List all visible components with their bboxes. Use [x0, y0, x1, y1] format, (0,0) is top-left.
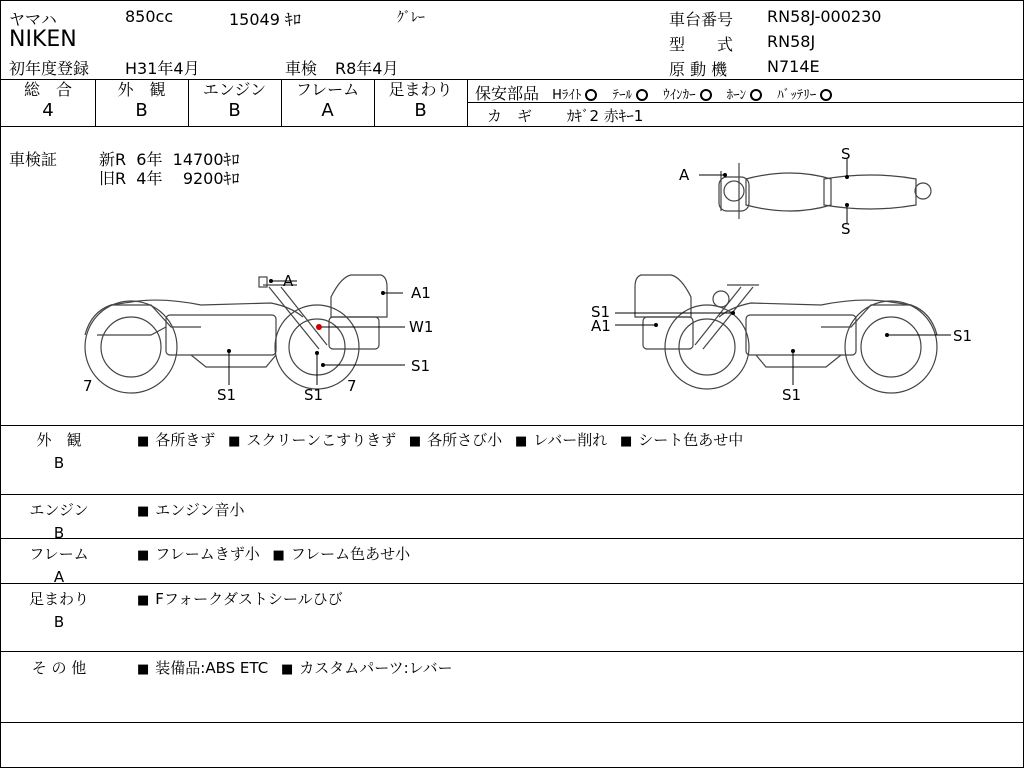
- marker-label: S1: [953, 327, 973, 345]
- damage-marker: [381, 291, 385, 295]
- model-label: 型 式: [669, 35, 734, 54]
- section-title: 足まわり: [28, 590, 89, 608]
- grade-exterior: [95, 80, 188, 122]
- grade-value: 4: [42, 100, 54, 121]
- engine-value: N714E: [767, 57, 820, 76]
- section-other-title: [19, 657, 99, 678]
- inspection-label: 車検: [285, 59, 318, 78]
- grade-label: フレーム: [295, 80, 360, 99]
- section-exterior-notes: ■ 各所きず ■ スクリーンこすりきず ■ 各所さび小 ■ レバー削れ ■ シート色あせ中: [137, 431, 744, 449]
- damage-diagram: [1, 127, 1023, 425]
- note: レバー削れ: [533, 431, 608, 449]
- section-other-notes: ■ 装備品:ABS ETC ■ カスタムパーツ:レバー: [137, 659, 453, 677]
- ok-circle-icon: [820, 89, 832, 101]
- right-side-motorcycle: [635, 275, 937, 393]
- ok-circle-icon: [700, 89, 712, 101]
- note: 装備品:ABS ETC: [155, 659, 269, 677]
- section-title: エンジン: [29, 501, 89, 519]
- marker-label: S1: [304, 386, 324, 404]
- grade-label: 総 合: [23, 80, 72, 99]
- marker-label: S: [841, 145, 851, 163]
- inspection-value: R8年4月: [335, 59, 399, 78]
- grade-frame: [281, 80, 374, 122]
- note: カスタムパーツ:レバー: [299, 659, 453, 677]
- grade-overall: [1, 80, 95, 122]
- safety-item-tail: ﾃｰﾙ: [612, 88, 632, 103]
- grade-value: B: [228, 100, 241, 121]
- damage-marker: [791, 349, 795, 353]
- note: フレームきず小: [155, 545, 260, 563]
- top-view-motorcycle: [719, 163, 931, 219]
- first-registration-value: H31年4月: [125, 59, 200, 78]
- ok-circle-icon: [750, 89, 762, 101]
- divider: [467, 79, 468, 126]
- shaken-old: 旧R 4年 9200ｷﾛ: [99, 169, 240, 188]
- grade-suspension: [374, 80, 467, 122]
- note: 各所きず: [155, 431, 216, 449]
- note: Fフォークダストシールひび: [155, 590, 343, 608]
- marker-label: S: [841, 220, 851, 238]
- section-title: 外 観: [36, 431, 82, 449]
- note: エンジン音小: [155, 501, 245, 519]
- section-title: フレーム: [29, 545, 89, 563]
- safety-item-headlight: Hﾗｲﾄ: [552, 88, 582, 103]
- key-value: ｶｷﾞ2 赤ｷｰ1: [567, 107, 644, 125]
- damage-marker: [885, 333, 889, 337]
- marker-label: W1: [409, 318, 434, 336]
- note: フレーム色あせ小: [290, 545, 411, 563]
- damage-marker: [845, 175, 849, 179]
- model-value: RN58J: [767, 32, 816, 51]
- grade-value: A: [321, 100, 334, 121]
- section-exterior-title: [19, 429, 99, 472]
- divider: [1, 494, 1023, 495]
- section-grade: B: [53, 613, 65, 631]
- frame-no-value: RN58J-000230: [767, 7, 882, 26]
- damage-marker: [845, 203, 849, 207]
- safety-item-battery: ﾊﾞｯﾃﾘｰ: [777, 88, 817, 103]
- divider: [1, 425, 1023, 426]
- left-side-motorcycle: [85, 275, 387, 393]
- grade-label: エンジン: [202, 80, 267, 99]
- damage-marker: [316, 324, 322, 330]
- marker-label: S1: [591, 303, 611, 321]
- marker-label: S1: [782, 386, 802, 404]
- damage-marker: [723, 173, 727, 177]
- marker-label: 7: [347, 377, 357, 395]
- mileage: 15049 ｷﾛ: [229, 10, 301, 29]
- section-suspension-title: [19, 588, 99, 631]
- section-engine-title: [19, 499, 99, 542]
- grade-label: 足まわり: [388, 80, 453, 99]
- marker-label: A: [283, 272, 294, 290]
- note: 各所さび小: [427, 431, 503, 449]
- grade-value: B: [414, 100, 427, 121]
- marker-label: 7: [83, 377, 93, 395]
- shaken-new: 新R 6年 14700ｷﾛ: [99, 150, 240, 169]
- note: スクリーンこすりきず: [246, 431, 397, 449]
- damage-marker: [315, 351, 319, 355]
- key-label: カ ギ: [487, 107, 533, 125]
- first-registration-label: 初年度登録: [9, 59, 90, 78]
- frame-no-label: 車台番号: [669, 10, 734, 29]
- body-color: ｸﾞﾚｰ: [397, 10, 425, 26]
- damage-marker: [321, 363, 325, 367]
- damage-marker: [269, 279, 273, 283]
- section-frame-notes: ■ フレームきず小 ■ フレーム色あせ小: [137, 545, 411, 563]
- grade-engine: [188, 80, 281, 122]
- damage-marker: [731, 311, 735, 315]
- grade-value: B: [135, 100, 148, 121]
- section-title: そ の 他: [31, 659, 87, 677]
- safety-label: 保安部品: [475, 84, 540, 103]
- section-suspension-notes: ■ Fフォークダストシールひび: [137, 590, 343, 608]
- section-grade: A: [53, 568, 65, 586]
- engine-label: 原 動 機: [669, 60, 728, 79]
- shaken-label: 車検証: [9, 150, 58, 169]
- section-grade: B: [53, 454, 65, 472]
- note: シート色あせ中: [638, 431, 744, 449]
- safety-parts: [475, 81, 842, 104]
- divider: [1, 651, 1023, 652]
- section-grade: B: [53, 524, 65, 542]
- marker-label: S1: [411, 357, 431, 375]
- damage-marker: [227, 349, 231, 353]
- ok-circle-icon: [585, 89, 597, 101]
- marker-label: A1: [411, 284, 431, 302]
- marker-label: A1: [591, 317, 611, 335]
- safety-item-winker: ｳｲﾝｶｰ: [663, 88, 696, 103]
- grade-label: 外 観: [117, 80, 166, 99]
- section-engine-notes: ■ エンジン音小: [137, 501, 245, 519]
- divider: [1, 722, 1023, 723]
- divider: [1, 538, 1023, 539]
- damage-marker: [654, 323, 658, 327]
- marker-label: A: [679, 166, 690, 184]
- displacement: 850cc: [125, 7, 174, 26]
- model-name: NIKEN: [9, 27, 77, 52]
- divider: [1, 583, 1023, 584]
- maker: ヤマハ: [9, 10, 57, 29]
- section-frame-title: [19, 543, 99, 586]
- ok-circle-icon: [636, 89, 648, 101]
- marker-label: S1: [217, 386, 237, 404]
- safety-item-horn: ﾎｰﾝ: [726, 88, 747, 103]
